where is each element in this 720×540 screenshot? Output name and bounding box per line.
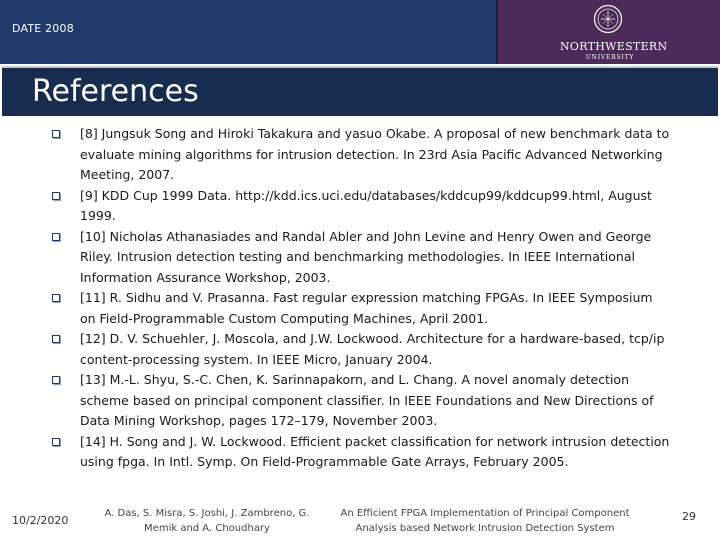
university-subtitle: UNIVERSITY	[585, 54, 635, 61]
reference-text: [8] Jungsuk Song and Hiroki Takakura and yasuo Okabe. A proposal of new benchmark data to evaluate mining algorithms for intrusion detection. In 23rd Asia Pacific Advanced Networking Meeting, 2007.	[80, 126, 670, 182]
checkbox-bullet-icon	[52, 376, 60, 384]
reference-text: [14] H. Song and J. W. Lockwood. Efficient packet classification for network intrusion detection using fpga. In Intl. Symp. On Field-Programmable Gate Arrays, February 2005.	[80, 433, 670, 469]
checkbox-bullet-icon	[52, 233, 60, 241]
page-number: 29	[682, 510, 696, 523]
reference-text: [9] KDD Cup 1999 Data. http://kdd.ics.uci.edu/databases/kddcup99/kddcup99.html, August 1999.	[80, 187, 652, 223]
list-item	[52, 124, 672, 186]
list-item	[52, 288, 672, 329]
reference-text: [12] D. V. Schuehler, J. Moscola, and J.W. Lockwood. Architecture for a hardware-based, tcp/ip content-processing system. In IEEE Micro, January 2004.	[80, 331, 665, 367]
checkbox-bullet-icon	[52, 335, 60, 343]
header-left-panel	[0, 0, 498, 64]
list-item	[52, 227, 672, 289]
checkbox-bullet-icon	[52, 438, 60, 446]
list-item	[52, 432, 672, 473]
footer-title: An Efficient FPGA Implementation of Principal Component Analysis based Network Intrusion Detection System	[340, 508, 630, 534]
reference-list	[52, 124, 672, 473]
checkbox-bullet-icon	[52, 130, 60, 138]
reference-text: [13] M.-L. Shyu, S.-C. Chen, K. Sarinnapakorn, and L. Chang. A novel anomaly detection scheme based on principal component classifier. In IEEE Foundations and New Directions of Data Mining Workshop, pages 172–179, November 2003.	[80, 372, 654, 428]
title-bar	[2, 66, 718, 116]
slide-header	[0, 0, 720, 66]
list-item	[52, 329, 672, 370]
university-name: NORTHWESTERN	[560, 40, 668, 53]
page-title: References	[32, 74, 199, 109]
list-item	[52, 370, 672, 432]
conference-label: DATE 2008	[12, 22, 74, 35]
reference-text: [11] R. Sidhu and V. Prasanna. Fast regular expression matching FPGAs. In IEEE Symposium on Field-Programmable Custom Computing Machines, April 2001.	[80, 290, 653, 326]
checkbox-bullet-icon	[52, 192, 60, 200]
university-seal-icon	[593, 4, 623, 34]
checkbox-bullet-icon	[52, 294, 60, 302]
footer-authors: A. Das, S. Misra, S. Joshi, J. Zambreno, G. Memik and A. Choudhary	[104, 508, 310, 534]
reference-text: [10] Nicholas Athanasiades and Randal Abler and John Levine and Henry Owen and George Riley. Intrusion detection testing and benchmarking methodologies. In IEEE International Information Assurance Workshop, 2003.	[80, 228, 652, 285]
footer-date: 10/2/2020	[12, 514, 69, 527]
list-item	[52, 186, 672, 227]
